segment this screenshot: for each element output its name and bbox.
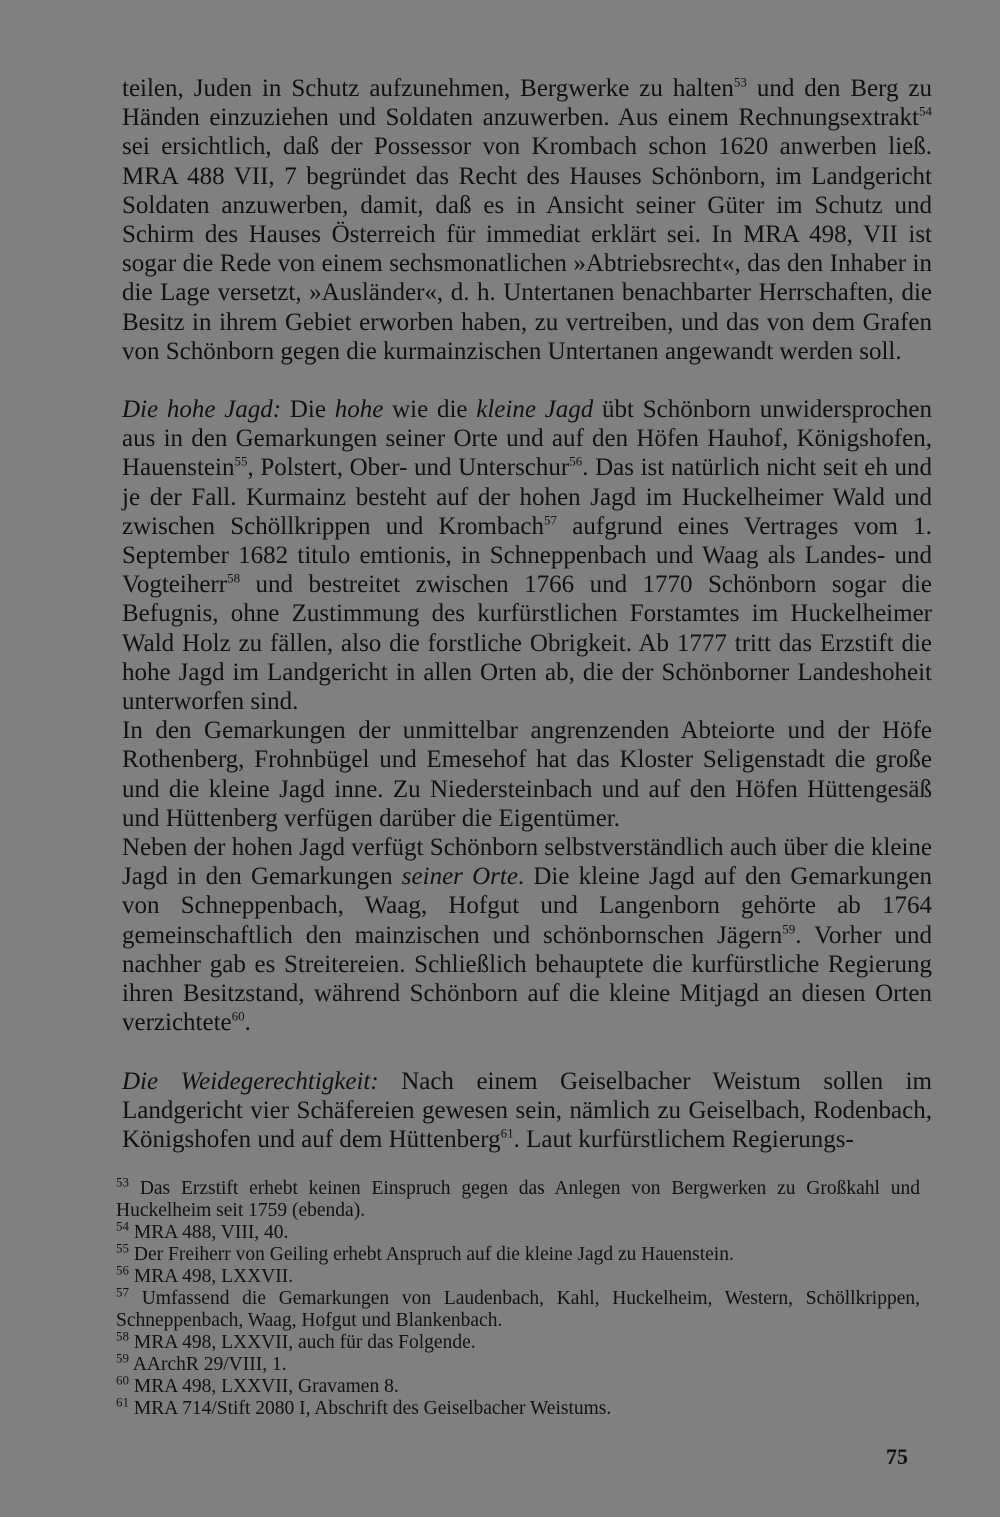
footnote-text: Umfassend die Gemarkungen von Laudenbach, Kahl, Huckelheim, Western, Schöllkrippen, Schneppenbach, Waag, Hofgut und Blankenbach.	[116, 1288, 921, 1331]
text-run: Nach einem Geiselbacher Weistum sollen im Landgericht vier Schäfereien gewesen sein, nämlich zu Geiselbach, Rodenbach, Königshofen und auf dem Hüttenberg	[122, 1067, 932, 1153]
text-run: . Vorher und nachher gab es Streitereien. Schließlich behauptete die kurfürstliche Regierung ihren Besitzstand, während Schönborn auf die kleine Mitjagd an diesen Orten verzichtete	[122, 921, 932, 1037]
footnote	[116, 1350, 920, 1376]
body-text	[122, 74, 932, 1154]
paragraph	[122, 1067, 932, 1155]
footnote-number: 58	[116, 1328, 129, 1344]
footnote-number: 60	[116, 1372, 129, 1388]
footnote-ref: 56	[569, 454, 583, 470]
text-run: wie die	[383, 396, 477, 424]
footnote-text: MRA 498, LXXVII, Gravamen 8.	[133, 1376, 399, 1397]
footnotes	[116, 1174, 921, 1420]
text-run: Neben der hohen Jagd verfügt Schönborn selbstverständlich auch über die kleine Jagd in den Gemarkungen	[122, 834, 932, 891]
footnote-number: 57	[116, 1284, 129, 1300]
text-run: .	[244, 1009, 251, 1037]
footnote	[116, 1328, 920, 1354]
text-run: . Die kleine Jagd auf den Gemarkungen von Schneppenbach, Waag, Hofgut und Langenborn gehörte ab 1764 gemeinschaftlich den mainzischen und schönbornschen Jägern	[122, 863, 933, 949]
text-run: und bestreitet zwischen 1766 und 1770 Schönborn sogar die Befugnis, ohne Zustimmung des kurfürstlichen Forstamtes im Huckelheimer Wald Holz zu fällen, also die forstliche Obrigkeit. Ab 1777 tritt das Erzstift die hohe Jagd im Landgericht in allen Orten ab, die der Schönborner Landeshoheit unterworfen sind.	[122, 571, 932, 716]
footnote-number: 54	[116, 1218, 129, 1234]
footnote-text: MRA 488, VIII, 40.	[133, 1222, 289, 1243]
footnote-ref: 54	[919, 103, 932, 119]
text-run: und den Berg zu Händen einzuziehen und Soldaten anzuwerben. Aus einem Rechnungsextrakt	[122, 75, 932, 132]
italic-text: seiner Orte	[401, 863, 518, 891]
italic-text: Die Weidegerechtigkeit:	[122, 1067, 379, 1095]
footnote-text: Der Freiherr von Geiling erhebt Anspruch auf die kleine Jagd zu Hauenstein.	[133, 1244, 734, 1265]
text-run: sei ersichtlich, daß der Possessor von Krombach schon 1620 anwerben ließ. MRA 488 VII, 7 begründet das Recht des Hauses Schönborn, im Landgericht Soldaten anzuwerben, damit, daß es in Ansicht seiner Güter im Schutz und Schirm des Hauses Österreich für immediat erklärt sei. In MRA 498, VII ist sogar die Rede von einem sechsmonatlichen »Abtriebsrecht«, das den Inhaber in die Lage versetzt, »Ausländer«, d. h. Untertanen benachbarter Herrschaften, die Besitz in ihrem Gebiet erworben haben, zu vertreiben, und das von dem Grafen von Schönborn gegen die kurmainzischen Untertanen angewandt werden soll.	[122, 133, 932, 365]
text-run: übt Schönborn unwidersprochen aus in den Gemarkungen seiner Orte und auf den Höfen Hauhof, Königshofen, Hauenstein	[122, 396, 932, 482]
footnote-text: Das Erzstift erhebt keinen Einspruch gegen das Anlegen von Bergwerken zu Großkahl und Huckelheim seit 1759 (ebenda).	[116, 1178, 920, 1221]
footnote-ref: 60	[231, 1008, 245, 1024]
paragraph	[122, 395, 932, 716]
italic-text: hohe	[334, 396, 384, 424]
footnote-text: MRA 498, LXXVII.	[133, 1266, 294, 1287]
footnote	[116, 1218, 920, 1244]
text-run: . Laut kurfürstlichem Regierungs-	[513, 1125, 854, 1153]
footnote-ref: 53	[733, 74, 747, 90]
footnote-number: 61	[116, 1394, 129, 1410]
footnote	[116, 1394, 920, 1420]
footnote-number: 55	[116, 1240, 129, 1256]
paragraph-gap	[122, 366, 932, 395]
italic-text: kleine Jagd	[476, 396, 594, 424]
paragraph	[122, 74, 932, 366]
footnote	[116, 1284, 921, 1332]
italic-text: Die hohe Jagd:	[122, 396, 282, 424]
page-number: 75	[886, 1444, 908, 1469]
footnote-text: AArchR 29/VIII, 1.	[132, 1354, 287, 1375]
text-run: . Das ist natürlich nicht seit eh und je der Fall. Kurmainz besteht auf der hohen Jagd im Huckelheimer Wald und zwischen Schöllkrippen und Krombach	[122, 454, 933, 540]
footnote	[116, 1240, 920, 1266]
text-run: teilen, Juden in Schutz aufzunehmen, Bergwerke zu halten	[122, 75, 734, 102]
text-run: aufgrund eines Vertrages vom 1. September 1682 titulo emtionis, in Schneppenbach und Waag als Landes- und Vogteiherr	[122, 512, 932, 599]
footnote-ref: 59	[782, 921, 796, 937]
footnote-ref: 57	[544, 512, 558, 528]
footnote	[116, 1372, 920, 1398]
footnote-ref: 55	[234, 454, 248, 470]
text-run: , Polstert, Ober- und Unterschur	[247, 454, 570, 482]
paragraph	[122, 716, 932, 833]
footnote	[116, 1174, 920, 1222]
text-run: In den Gemarkungen der unmittelbar angrenzenden Abteiorte und der Höfe Rothenberg, Frohnbügel und Emesehof hat das Kloster Seligenstadt die große und die kleine Jagd inne. Zu Niedersteinbach und auf den Höfen Hüttengesäß und Hüttenberg verfügen darüber die Eigentümer.	[122, 717, 932, 832]
paragraph	[122, 833, 932, 1037]
paragraph-gap	[122, 1038, 932, 1067]
footnote-text: MRA 498, LXXVII, auch für das Folgende.	[133, 1332, 476, 1353]
footnote	[116, 1262, 920, 1288]
footnote-number: 53	[116, 1174, 129, 1190]
footnote-ref: 58	[227, 570, 241, 586]
footnote-text: MRA 714/Stift 2080 I, Abschrift des Geiselbacher Weistums.	[133, 1398, 612, 1419]
footnote-number: 59	[116, 1350, 129, 1366]
footnote-number: 56	[116, 1262, 129, 1278]
footnote-ref: 61	[500, 1125, 514, 1141]
text-run: Die	[281, 396, 335, 424]
